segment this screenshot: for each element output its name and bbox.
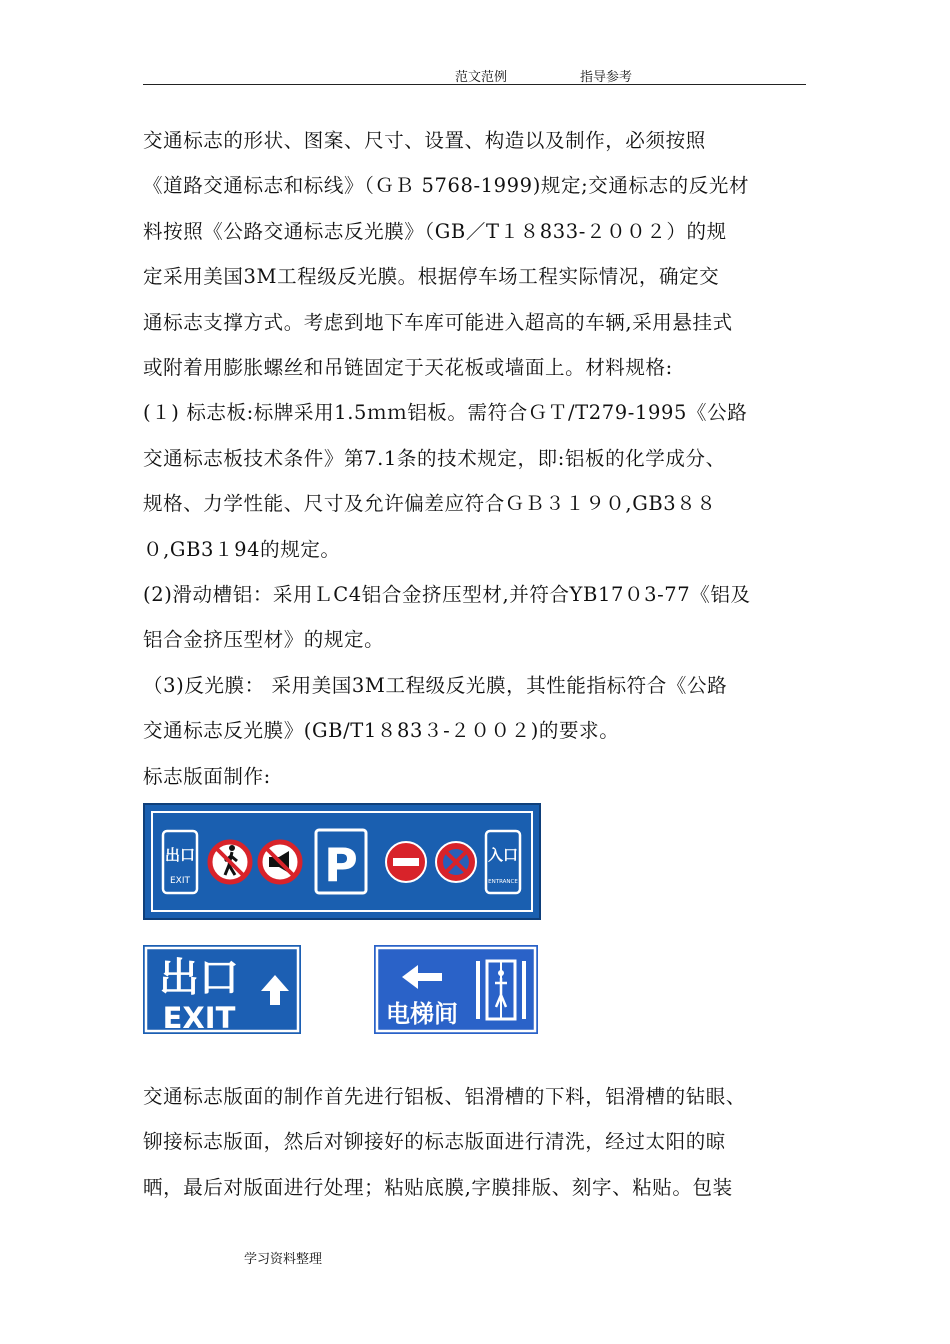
- paragraph-line: (１) 标志板:标牌采用1.5ｍｍ铝板。需符合ＧＴ/T279-1995《公路: [143, 401, 748, 425]
- page-header: [143, 62, 806, 85]
- no-stopping-icon: [436, 842, 476, 882]
- elevator-icon: [478, 961, 524, 1019]
- header-left: 范文范例: [455, 70, 508, 85]
- paragraph-line: 交通标志反光膜》(GB/T1８83３-２００２)的要求。: [143, 719, 620, 743]
- no-entry-icon: [386, 842, 426, 882]
- elevator-cn: 电梯间: [386, 1000, 458, 1028]
- sign-banner-graphics: [143, 803, 541, 920]
- parking-icon: [316, 830, 366, 893]
- paragraph-line: 或附着用膨胀螺丝和吊链固定于天花板或墙面上。材料规格:: [143, 356, 673, 380]
- arrow-up-icon: [261, 975, 289, 1005]
- exit-cn: 出口: [159, 955, 239, 1001]
- exit-en: EXIT: [162, 1001, 236, 1034]
- sign-banner: [143, 803, 541, 920]
- paragraph-line: 铝合金挤压型材》的规定。: [143, 628, 385, 652]
- elevator-sign-graphics: [374, 945, 538, 1034]
- exit-sign-graphics: [143, 945, 301, 1034]
- paragraph-line: 通标志支撑方式。考虑到地下车库可能进入超高的车辆,采用悬挂式: [143, 310, 733, 334]
- exit-sign-icon: [163, 831, 197, 893]
- entrance-sign-icon: [486, 831, 520, 893]
- paragraph-line: 铆接标志版面，然后对铆接好的标志版面进行清洗，经过太阳的晾: [143, 1130, 726, 1154]
- header-right: 指导参考: [580, 70, 633, 85]
- row-exit-cn: 出口: [164, 846, 196, 864]
- paragraph-line: ０,GB3１94的规定。: [143, 537, 341, 561]
- body-text-2: [143, 1074, 811, 1210]
- paragraph-line: 晒，最后对版面进行处理；粘贴底膜,字膜排版、刻字、粘贴。包装: [143, 1175, 733, 1199]
- arrow-left-icon: [402, 965, 442, 989]
- paragraph-line: 定采用美国3M工程级反光膜。根据停车场工程实际情况，确定交: [143, 265, 720, 289]
- no-pedestrian-icon: [210, 842, 250, 882]
- row-entrance-cn: 入口: [487, 846, 519, 864]
- row-parking: P: [324, 838, 358, 892]
- exit-sign: [143, 945, 301, 1034]
- body-text: [143, 118, 811, 799]
- row-exit-en: EXIT: [169, 876, 191, 886]
- row-entrance-en: ENTRANCE: [488, 879, 518, 885]
- no-horn-icon: [260, 842, 300, 882]
- page-footer: 学习资料整理: [244, 1252, 323, 1267]
- paragraph-line: 标志版面制作:: [143, 764, 271, 788]
- paragraph-line: 交通标志板技术条件》第7.1条的技术规定，即:铝板的化学成分、: [143, 446, 726, 470]
- paragraph-line: 交通标志版面的制作首先进行铝板、铝滑槽的下料，铝滑槽的钻眼、: [143, 1085, 747, 1108]
- paragraph-line: （3)反光膜： 采用美国3M工程级反光膜，其性能指标符合《公路: [143, 673, 728, 697]
- paragraph-line: 规格、力学性能、尺寸及允许偏差应符合ＧＢ３１９０,GB3８８: [143, 492, 717, 516]
- paragraph-line: 《道路交通标志和标线》（ＧＢ 5768-1999)规定;交通标志的反光材: [143, 174, 750, 198]
- paragraph-line: (2)滑动槽铝：采用ＬC4铝合金挤压型材,并符合YB17０3-77《铝及: [143, 583, 751, 607]
- paragraph-line: 交通标志的形状、图案、尺寸、设置、构造以及制作，必须按照: [143, 129, 706, 152]
- elevator-sign: [374, 945, 538, 1034]
- paragraph-line: 料按照《公路交通标志反光膜》（GB／T１８833-２００２）的规: [143, 219, 727, 243]
